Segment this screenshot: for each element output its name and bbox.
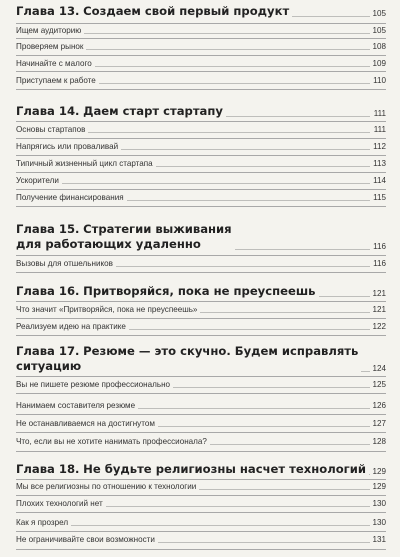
- dot-leader: [71, 525, 370, 526]
- toc-entry: [16, 75, 386, 86]
- dot-leader: [156, 166, 370, 167]
- dot-leader: [99, 83, 370, 84]
- toc-entry: [16, 436, 386, 447]
- page-number: 124: [372, 364, 386, 373]
- dot-leader: [86, 49, 370, 50]
- divider: [16, 495, 386, 496]
- divider: [16, 549, 386, 550]
- divider: [16, 255, 386, 256]
- dot-leader: [319, 296, 371, 297]
- page-number: 130: [372, 518, 386, 527]
- dot-leader: [106, 506, 370, 507]
- chapter-label: Глава 13.: [16, 4, 80, 18]
- divider: [16, 512, 386, 513]
- section-title: Что значит «Притворяйся, пока не преуспеешь»: [16, 305, 198, 314]
- page-number: 114: [373, 176, 386, 185]
- page-number: 130: [372, 499, 386, 508]
- toc-entry: [16, 58, 386, 69]
- toc-entry: [16, 517, 386, 528]
- page-number: 116: [373, 259, 386, 268]
- chapter-label: Глава 16.: [16, 284, 80, 298]
- dot-leader: [158, 542, 370, 543]
- dot-leader: [127, 200, 370, 201]
- chapter-title: Глава 16. Притворяйся, пока не преуспеешь: [16, 284, 316, 298]
- page-number: 129: [372, 467, 386, 476]
- toc-entry: [16, 400, 386, 411]
- chapter-label: Глава 17.: [16, 344, 80, 358]
- toc-entry: [16, 481, 386, 492]
- page-number: 115: [373, 193, 386, 202]
- page-number: 112: [373, 142, 386, 151]
- page-number: 127: [372, 419, 386, 428]
- section-title: Типичный жизненный цикл стартапа: [16, 159, 153, 168]
- chapter-title: Глава 18. Не будьте религиозны насчет технологий: [16, 462, 366, 476]
- page-number: 126: [372, 401, 386, 410]
- page-number: 128: [372, 437, 386, 446]
- toc-entry: [16, 124, 386, 135]
- page-number: 105: [372, 26, 386, 35]
- dot-leader: [95, 66, 370, 67]
- section-title: Вызовы для отшельников: [16, 259, 113, 268]
- page-number: 121: [372, 289, 386, 298]
- section-title: Не останавливаемся на достигнутом: [16, 419, 155, 428]
- section-title: Реализуем идею на практике: [16, 322, 126, 331]
- chapter-heading: [16, 222, 386, 252]
- divider: [16, 55, 386, 56]
- divider: [16, 376, 386, 377]
- page-number: 121: [372, 305, 386, 314]
- chapter-title: Глава 13. Создаем свой первый продукт: [16, 4, 290, 18]
- section-title: Нанимаем составителя резюме: [16, 401, 136, 410]
- dot-leader: [116, 266, 370, 267]
- section-title: Приступаем к работе: [16, 76, 96, 85]
- section-title: Начинайте с малого: [16, 59, 92, 68]
- chapter-heading: [16, 284, 386, 299]
- toc-entry: [16, 41, 386, 52]
- section-title: Основы стартапов: [16, 125, 86, 134]
- chapter-title: Глава 17. Резюме — это скучно. Будем исправлять ситуацию: [16, 344, 359, 373]
- page-number: 111: [373, 125, 386, 134]
- dot-leader: [62, 183, 370, 184]
- divider: [16, 318, 386, 319]
- chapter-title: Глава 15. Стратегии выживания для работающих удаленно: [16, 222, 232, 251]
- toc-entry: [16, 498, 386, 509]
- section-title: Вы не пишете резюме профессионально: [16, 380, 171, 389]
- dot-leader: [121, 149, 370, 150]
- page-number: 116: [373, 242, 386, 251]
- dot-leader: [173, 387, 370, 388]
- divider: [16, 206, 386, 207]
- dot-leader: [226, 116, 370, 117]
- dot-leader: [138, 408, 370, 409]
- dot-leader: [158, 426, 370, 427]
- divider: [16, 479, 386, 480]
- section-title: Проверяем рынок: [16, 42, 84, 51]
- divider: [16, 89, 386, 90]
- divider: [16, 71, 386, 72]
- toc-entry: [16, 304, 386, 315]
- chapter-label: Глава 15.: [16, 222, 80, 236]
- section-title: Не ограничивайте свои возможности: [16, 535, 155, 544]
- toc-entry: [16, 175, 386, 186]
- page-number: 129: [372, 482, 386, 491]
- chapter-label: Глава 14.: [16, 104, 80, 118]
- chapter-heading: [16, 104, 386, 119]
- section-title: Ускорители: [16, 176, 59, 185]
- divider: [16, 272, 386, 273]
- section-title: Мы все религиозны по отношению к технологии: [16, 482, 197, 491]
- divider: [16, 393, 386, 394]
- chapter-title: Глава 14. Даем старт стартапу: [16, 104, 223, 118]
- page-number: 110: [373, 76, 386, 85]
- toc-entry: [16, 418, 386, 429]
- dot-leader: [361, 371, 370, 372]
- dot-leader: [88, 132, 370, 133]
- dot-leader: [369, 474, 370, 475]
- dot-leader: [200, 312, 370, 313]
- dot-leader: [210, 444, 370, 445]
- toc-entry: [16, 321, 386, 332]
- divider: [16, 414, 386, 415]
- toc-entry: [16, 192, 386, 203]
- page-number: 108: [372, 42, 386, 51]
- dot-leader: [199, 489, 370, 490]
- chapter-heading: [16, 344, 386, 374]
- chapter-heading: [16, 4, 386, 19]
- divider: [16, 138, 386, 139]
- divider: [16, 23, 386, 24]
- section-title: Получение финансирования: [16, 193, 124, 202]
- toc-entry: [16, 258, 386, 269]
- toc-entry: [16, 25, 386, 36]
- page-number: 111: [373, 109, 386, 118]
- page-number: 125: [372, 380, 386, 389]
- page-number: 109: [372, 59, 386, 68]
- page-number: 105: [372, 9, 386, 18]
- divider: [16, 172, 386, 173]
- section-title: Что, если вы не хотите нанимать профессионала?: [16, 437, 207, 446]
- divider: [16, 121, 386, 122]
- dot-leader: [235, 249, 370, 250]
- dot-leader: [292, 16, 370, 17]
- section-title: Плохих технологий нет: [16, 499, 103, 508]
- section-title: Ищем аудиторию: [16, 26, 82, 35]
- toc-entry: [16, 158, 386, 169]
- divider: [16, 451, 386, 452]
- divider: [16, 38, 386, 39]
- divider: [16, 432, 386, 433]
- divider: [16, 189, 386, 190]
- toc-entry: [16, 534, 386, 545]
- section-title: Как я прозрел: [16, 518, 69, 527]
- chapter-label: Глава 18.: [16, 462, 80, 476]
- divider: [16, 531, 386, 532]
- dot-leader: [84, 33, 370, 34]
- chapter-heading: [16, 462, 386, 477]
- toc-entry: [16, 141, 386, 152]
- toc-entry: [16, 379, 386, 390]
- section-title: Напрягись или проваливай: [16, 142, 119, 151]
- page-number: 113: [373, 159, 386, 168]
- divider: [16, 155, 386, 156]
- page-number: 122: [372, 322, 386, 331]
- dot-leader: [129, 329, 370, 330]
- divider: [16, 301, 386, 302]
- divider: [16, 335, 386, 336]
- page-number: 131: [372, 535, 386, 544]
